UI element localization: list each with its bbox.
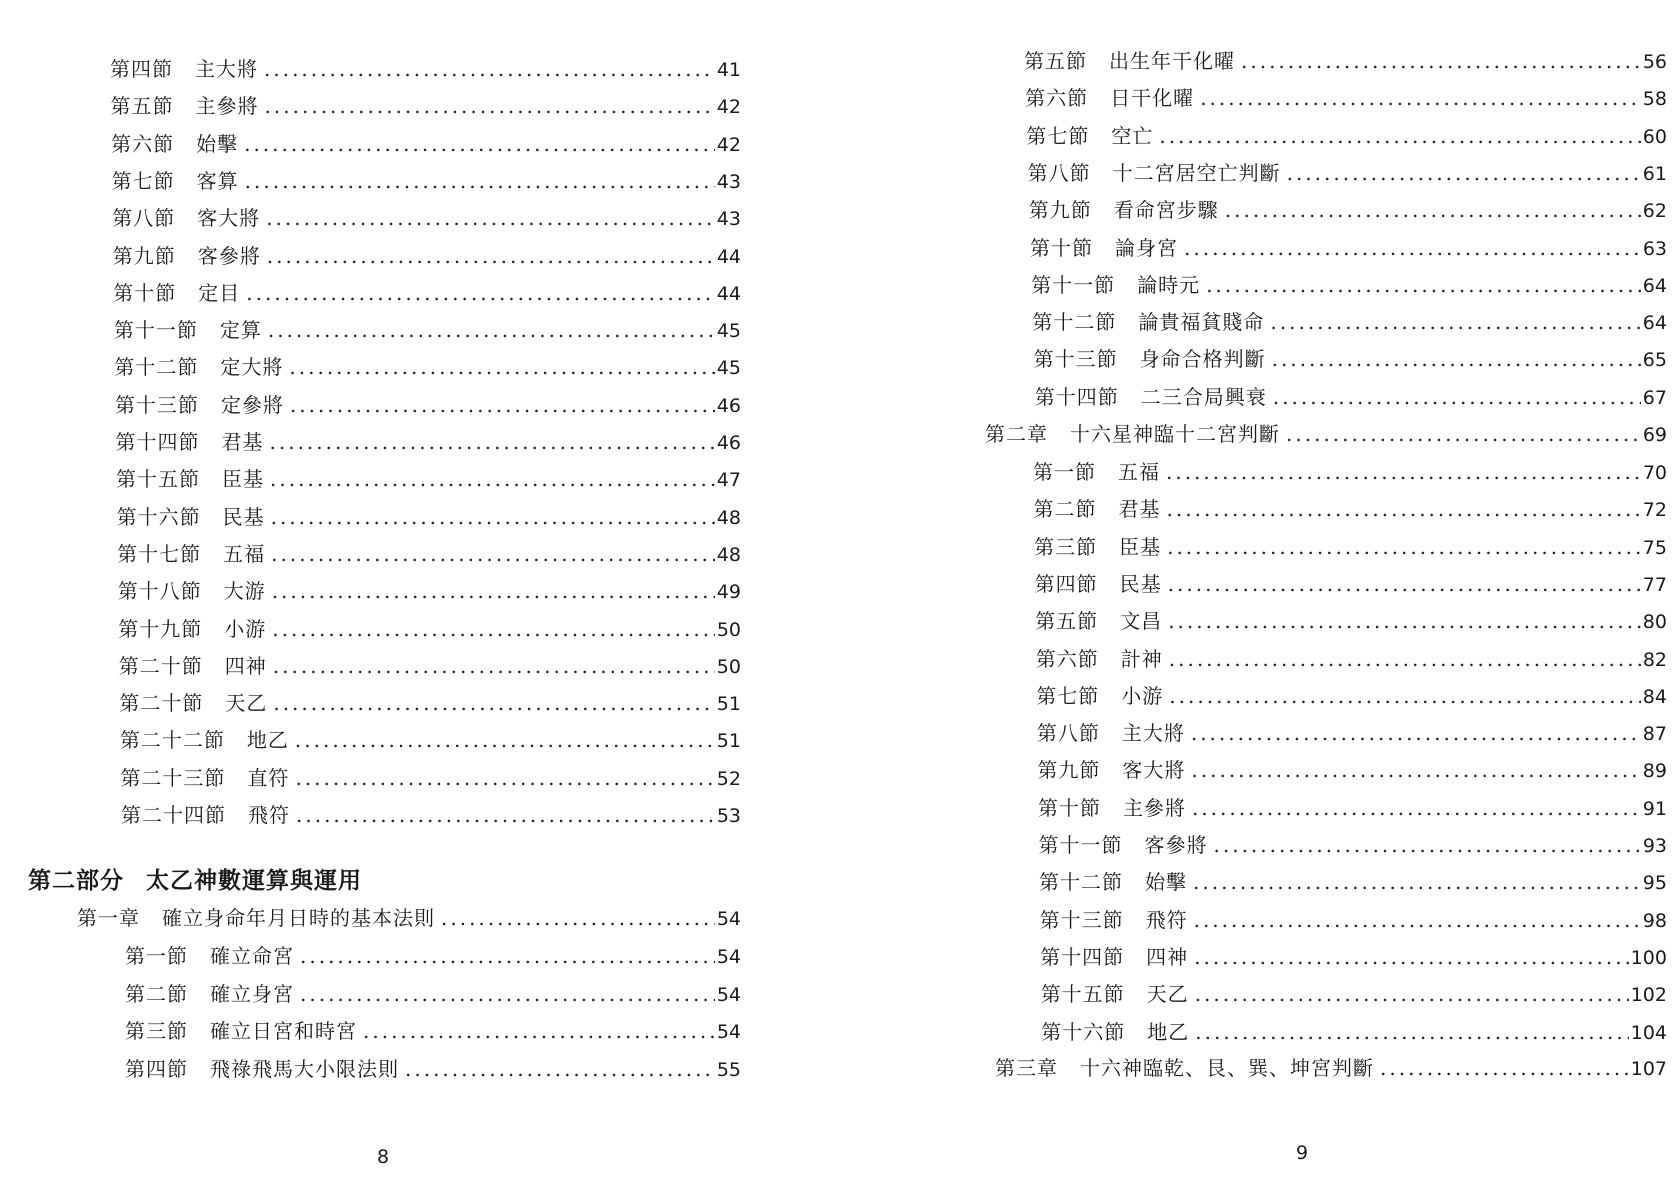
toc-entry-page: 102 (1630, 984, 1667, 1007)
dot-leader (1195, 1018, 1628, 1046)
toc-entry-title: 二三合局興衰 (1140, 384, 1267, 409)
toc-entry-label: 第十節 (113, 280, 177, 305)
toc-entry-title: 主參將 (1122, 795, 1186, 820)
toc-entry-label: 第二十二節 (119, 728, 225, 753)
part-heading (28, 862, 362, 895)
toc-entry (116, 428, 742, 456)
page-number-left: 8 (377, 1146, 390, 1168)
toc-entry (1034, 345, 1667, 373)
toc-entry-title: 直符 (247, 765, 290, 790)
dot-leader (244, 130, 715, 158)
toc-entry-title: 定算 (219, 318, 262, 343)
toc-entry-page: 95 (1642, 872, 1667, 895)
toc-entry (1034, 533, 1667, 561)
toc-entry-title: 地乙 (1147, 1019, 1190, 1044)
toc-entry (113, 279, 741, 307)
toc-entry-page: 63 (1642, 237, 1667, 260)
dot-leader (266, 204, 715, 232)
dot-leader (1206, 271, 1641, 299)
toc-entry (111, 130, 741, 158)
dot-leader (363, 1017, 715, 1045)
toc-entry-title: 五福 (223, 541, 266, 566)
toc-entry-page: 46 (716, 432, 741, 454)
toc-entry-title: 論貴福貧賤命 (1138, 310, 1265, 335)
dot-leader (1273, 383, 1641, 411)
toc-entry-title: 君基 (1118, 497, 1161, 522)
dot-leader (1241, 47, 1641, 75)
toc-entry (1037, 756, 1667, 784)
dot-leader (246, 279, 715, 307)
toc-entry (125, 1055, 741, 1083)
toc-entry-label: 第六節 (111, 131, 175, 156)
toc-entry-page: 82 (1642, 648, 1667, 671)
toc-entry-title: 飛祿飛馬大小限法則 (210, 1056, 399, 1081)
dot-leader (1169, 645, 1641, 673)
toc-entry-label: 第七節 (1026, 123, 1090, 148)
toc-entry-label: 第五節 (110, 94, 174, 119)
toc-entry-label: 第九節 (1028, 198, 1092, 223)
dot-leader (1194, 906, 1641, 934)
toc-entry-label: 第十節 (1030, 235, 1093, 260)
toc-entry (1039, 831, 1668, 859)
toc-entry (1041, 1018, 1667, 1046)
dot-leader (270, 465, 715, 493)
toc-entry-title: 四神 (224, 653, 267, 678)
toc-entry-title: 客大將 (1122, 758, 1186, 783)
toc-entry (1031, 271, 1667, 299)
toc-entry (1026, 122, 1667, 150)
dot-leader (405, 1055, 715, 1083)
toc-entry-label: 第十三節 (1033, 347, 1118, 372)
dot-leader (1169, 682, 1641, 710)
toc-entry-label: 第四節 (125, 1056, 188, 1081)
toc-entry-label: 第二十四節 (121, 803, 226, 827)
dot-leader (1167, 533, 1641, 561)
toc-entry-page: 61 (1642, 162, 1667, 185)
toc-entry (120, 764, 741, 792)
dot-leader (1380, 1054, 1629, 1082)
toc-entry-title: 定目 (198, 280, 241, 305)
toc-entry-title: 日干化曜 (1110, 86, 1195, 111)
toc-entry-title: 確立命宮 (210, 944, 294, 968)
toc-entry-label: 第八節 (1027, 160, 1091, 185)
toc-entry (113, 242, 741, 270)
toc-entry-page: 93 (1642, 835, 1667, 857)
toc-entry-page: 42 (716, 133, 741, 156)
toc-entry-label: 第一章 (77, 906, 140, 930)
toc-entry-title: 主大將 (195, 57, 258, 81)
dot-leader (1168, 607, 1641, 635)
toc-entry-title: 大游 (223, 579, 266, 604)
toc-entry-page: 70 (1642, 462, 1667, 484)
dot-leader (1192, 794, 1641, 822)
toc-entry-title: 論時元 (1137, 272, 1201, 297)
toc-entry-label: 第三節 (125, 1019, 188, 1043)
dot-leader (1200, 84, 1641, 112)
toc-entry-label: 第七節 (111, 168, 175, 193)
toc-entry-label: 第十八節 (117, 579, 202, 604)
toc-entry-page: 72 (1642, 499, 1667, 522)
dot-leader (1195, 980, 1629, 1008)
toc-entry-page: 54 (716, 983, 741, 1006)
toc-entry-title: 定參將 (220, 392, 284, 417)
toc-entry-title: 天乙 (1146, 982, 1189, 1007)
toc-entry-title: 看命宮步驟 (1113, 198, 1219, 223)
toc-entry (1033, 458, 1667, 486)
toc-entry (1040, 943, 1667, 971)
toc-entry-title: 四神 (1146, 944, 1189, 969)
toc-entry-page: 75 (1642, 536, 1667, 559)
toc-chapter (985, 420, 1667, 448)
toc-entry-title: 十六星神臨十二宮判斷 (1070, 422, 1280, 446)
toc-entry (1025, 84, 1667, 112)
toc-entry (125, 980, 741, 1008)
dot-leader (271, 503, 715, 531)
toc-entry-label: 第六節 (1035, 646, 1099, 671)
toc-entry-title: 客參將 (197, 243, 261, 268)
dot-leader (1159, 122, 1640, 150)
toc-entry (1028, 159, 1667, 187)
toc-entry (119, 652, 741, 680)
dot-leader (1194, 943, 1629, 971)
toc-entry (1035, 383, 1667, 411)
toc-entry (1034, 495, 1667, 523)
dot-leader (289, 353, 714, 381)
toc-entry (1024, 47, 1667, 75)
toc-entry-label: 第十九節 (118, 616, 203, 641)
toc-entry (110, 55, 741, 83)
toc-entry (1030, 234, 1667, 262)
toc-entry-title: 客算 (196, 168, 239, 193)
dot-leader (1168, 570, 1641, 598)
dot-leader (1225, 196, 1641, 224)
toc-entry-page: 77 (1642, 573, 1667, 596)
toc-entry-label: 第十五節 (1040, 982, 1125, 1007)
toc-entry-page: 62 (1642, 200, 1667, 223)
dot-leader (267, 242, 715, 270)
toc-entry (117, 503, 741, 531)
toc-entry-page: 104 (1630, 1021, 1667, 1044)
toc-entry-page: 98 (1642, 909, 1667, 932)
toc-entry-title: 空亡 (1111, 123, 1154, 148)
toc-entry-page: 45 (716, 320, 741, 343)
toc-entry-label: 第九節 (1037, 758, 1101, 783)
toc-entry-page: 42 (716, 96, 741, 119)
toc-entry (114, 353, 741, 381)
toc-entry-label: 第二節 (125, 981, 188, 1006)
dot-leader (300, 942, 715, 970)
toc-entry-title: 天乙 (225, 691, 268, 716)
dot-leader (295, 764, 714, 792)
toc-entry (1041, 980, 1667, 1008)
toc-entry-page: 64 (1642, 274, 1667, 297)
toc-entry (1036, 682, 1667, 710)
toc-entry-label: 第十三節 (114, 392, 199, 417)
toc-entry-label: 第二十節 (119, 691, 204, 716)
toc-entry-label: 第三節 (1034, 534, 1098, 559)
toc-entry-page: 43 (716, 170, 741, 193)
toc-entry-title: 小游 (1121, 683, 1164, 708)
toc-entry (118, 577, 741, 605)
page-number-right: 9 (1296, 1142, 1309, 1164)
toc-entry-title: 定大將 (220, 355, 284, 380)
toc-entry-page: 44 (716, 282, 741, 305)
dot-leader (273, 689, 714, 717)
toc-entry-title: 飛符 (1145, 907, 1188, 932)
toc-entry-label: 第十二節 (1039, 870, 1124, 895)
dot-leader (1167, 495, 1641, 523)
dot-leader (272, 577, 715, 605)
toc-entry-label: 第二章 (985, 422, 1048, 446)
toc-entry-label: 第十一節 (1031, 272, 1116, 297)
toc-entry-label: 第五節 (1024, 49, 1087, 73)
dot-leader (273, 652, 715, 680)
toc-entry-page: 44 (716, 245, 741, 268)
toc-entry-title: 民基 (222, 504, 265, 529)
toc-entry (1038, 794, 1667, 822)
toc-entry-label: 第十二節 (1032, 310, 1117, 335)
toc-entry-label: 第十一節 (113, 318, 198, 343)
toc-entry-label: 第二十節 (118, 653, 203, 678)
toc-entry-page: 87 (1642, 723, 1667, 746)
toc-entry (1032, 308, 1667, 336)
dot-leader (300, 980, 715, 1008)
toc-entry-page: 64 (1642, 312, 1667, 335)
toc-entry-title: 十六神臨乾、艮、巽、坤宮判斷 (1080, 1056, 1374, 1080)
toc-entry-label: 第十節 (1037, 795, 1101, 820)
toc-entry-page: 89 (1642, 760, 1667, 783)
toc-entry-page: 80 (1642, 611, 1667, 634)
toc-entry-title: 始擊 (1145, 870, 1188, 895)
toc-entry-title: 君基 (221, 430, 264, 454)
toc-entry-page: 56 (1642, 51, 1667, 73)
toc-entry-page: 69 (1642, 424, 1667, 446)
right-page (839, 0, 1678, 1197)
toc-entry-title: 客大將 (197, 206, 261, 231)
dot-leader (1286, 420, 1641, 448)
toc-entry-title: 主大將 (1121, 721, 1185, 746)
toc-entry-title: 出生年干化曜 (1109, 49, 1235, 73)
toc-entry (115, 391, 741, 419)
dot-leader (268, 316, 715, 344)
toc-entry-label: 第一節 (125, 944, 188, 968)
toc-entry-page: 55 (716, 1058, 741, 1081)
toc-entry-page: 50 (716, 655, 741, 678)
toc-entry-label: 第十四節 (115, 430, 200, 454)
toc-entry (1036, 645, 1667, 673)
dot-leader (1184, 234, 1641, 262)
toc-entry-label: 第四節 (1034, 571, 1098, 596)
toc-entry-page: 65 (1642, 349, 1667, 372)
toc-entry-page: 91 (1642, 797, 1667, 820)
toc-entry-title: 始擊 (196, 131, 239, 156)
toc-entry-page: 84 (1642, 685, 1667, 708)
toc-entry-label: 第十四節 (1034, 384, 1119, 409)
toc-entry-page: 50 (716, 618, 741, 641)
toc-entry (114, 316, 741, 344)
toc-entry-page: 100 (1630, 946, 1667, 969)
dot-leader (1191, 719, 1641, 747)
toc-entry (1037, 719, 1667, 747)
toc-entry-page: 53 (716, 805, 741, 827)
dot-leader (1272, 345, 1641, 373)
toc-entry-label: 第二十三節 (120, 765, 226, 790)
toc-entry-label: 第十六節 (116, 504, 201, 529)
toc-chapter (77, 904, 741, 932)
dot-leader (264, 55, 715, 83)
toc-entry (119, 689, 741, 717)
part-heading-title: 太乙神數運算與運用 (146, 867, 362, 894)
dot-leader (295, 726, 715, 754)
toc-entry (125, 942, 741, 970)
toc-entry (120, 726, 741, 754)
toc-entry-title: 民基 (1119, 571, 1162, 596)
toc-entry (117, 540, 741, 568)
toc-entry-title: 確立日宮和時宮 (210, 1019, 357, 1043)
toc-entry (112, 204, 741, 232)
toc-entry-title: 論身宮 (1115, 235, 1178, 260)
part-heading-label: 第二部分 (28, 867, 124, 894)
toc-entry (1029, 196, 1667, 224)
toc-entry-title: 身命合格判斷 (1139, 347, 1266, 372)
toc-entry-title: 小游 (224, 616, 267, 641)
toc-entry-title: 確立身宮 (210, 981, 294, 1006)
toc-entry-label: 第八節 (112, 206, 176, 231)
toc-entry-page: 47 (716, 469, 741, 492)
toc-entry (116, 465, 741, 493)
toc-entry (125, 1017, 741, 1045)
toc-entry-page: 45 (716, 357, 741, 380)
toc-entry-page: 52 (716, 767, 741, 790)
dot-leader (296, 801, 715, 829)
toc-entry-page: 51 (716, 730, 741, 753)
toc-entry-page: 46 (716, 394, 741, 417)
toc-entry-label: 第十四節 (1040, 944, 1125, 969)
dot-leader (1193, 868, 1641, 896)
toc-entry-label: 第十五節 (116, 467, 201, 492)
toc-entry-title: 客參將 (1144, 833, 1208, 857)
toc-entry-label: 第一節 (1033, 460, 1096, 484)
toc-entry-label: 第六節 (1025, 86, 1089, 111)
dot-leader (1270, 308, 1640, 336)
toc-entry-page: 49 (716, 581, 741, 604)
toc-entry-label: 第七節 (1036, 683, 1100, 708)
toc-entry (112, 167, 741, 195)
toc-entry-title: 五福 (1118, 460, 1160, 484)
toc-chapter (995, 1054, 1667, 1082)
toc-entry-label: 第二節 (1033, 497, 1097, 522)
toc-entry-title: 確立身命年月日時的基本法則 (162, 906, 435, 930)
dot-leader (1166, 458, 1641, 486)
toc-entry-page: 41 (716, 59, 741, 81)
toc-entry (118, 615, 741, 643)
toc-entry-title: 計神 (1120, 646, 1163, 671)
dot-leader (1191, 756, 1640, 784)
dot-leader (441, 904, 715, 932)
toc-entry-page: 48 (716, 506, 741, 529)
toc-entry-label: 第十一節 (1038, 833, 1123, 857)
dot-leader (271, 540, 715, 568)
dot-leader (1287, 159, 1641, 187)
toc-entry-page: 51 (716, 693, 741, 716)
dot-leader (245, 167, 715, 195)
toc-entry (1035, 570, 1667, 598)
dot-leader (272, 615, 715, 643)
toc-entry (1040, 906, 1667, 934)
toc-entry (1035, 607, 1667, 635)
toc-entry-label: 第四節 (110, 57, 173, 81)
toc-entry-title: 飛符 (248, 803, 290, 827)
toc-entry-label: 第三章 (995, 1056, 1058, 1080)
toc-entry-title: 十二宮居空亡判斷 (1112, 160, 1281, 185)
toc-entry-label: 第十七節 (117, 541, 202, 566)
toc-entry-label: 第十三節 (1039, 907, 1124, 932)
dot-leader (1214, 831, 1641, 859)
toc-entry-title: 臣基 (222, 467, 265, 492)
toc-entry-page: 67 (1642, 386, 1667, 409)
toc-entry-label: 第十六節 (1041, 1019, 1126, 1044)
toc-entry-page: 60 (1642, 125, 1667, 148)
toc-entry-page: 48 (716, 543, 741, 566)
toc-entry-page: 54 (716, 946, 741, 968)
toc-entry-page: 107 (1630, 1058, 1667, 1080)
toc-entry-page: 54 (716, 908, 741, 930)
dot-leader (270, 428, 715, 456)
toc-entry-title: 文昌 (1120, 609, 1163, 634)
toc-entry-page: 54 (716, 1021, 741, 1043)
toc-entry-label: 第五節 (1035, 609, 1099, 634)
toc-entry-label: 第九節 (112, 243, 176, 268)
dot-leader (265, 92, 715, 120)
toc-entry-title: 地乙 (246, 728, 289, 753)
toc-entry-label: 第八節 (1036, 721, 1100, 746)
toc-entry (121, 801, 741, 829)
toc-entry-title: 主參將 (195, 94, 259, 119)
toc-entry-page: 43 (716, 208, 741, 231)
toc-entry-title: 臣基 (1119, 534, 1162, 559)
dot-leader (290, 391, 715, 419)
toc-entry (1039, 868, 1667, 896)
toc-entry-label: 第十二節 (114, 355, 199, 380)
toc-entry-page: 58 (1642, 88, 1667, 111)
toc-entry (111, 92, 741, 120)
